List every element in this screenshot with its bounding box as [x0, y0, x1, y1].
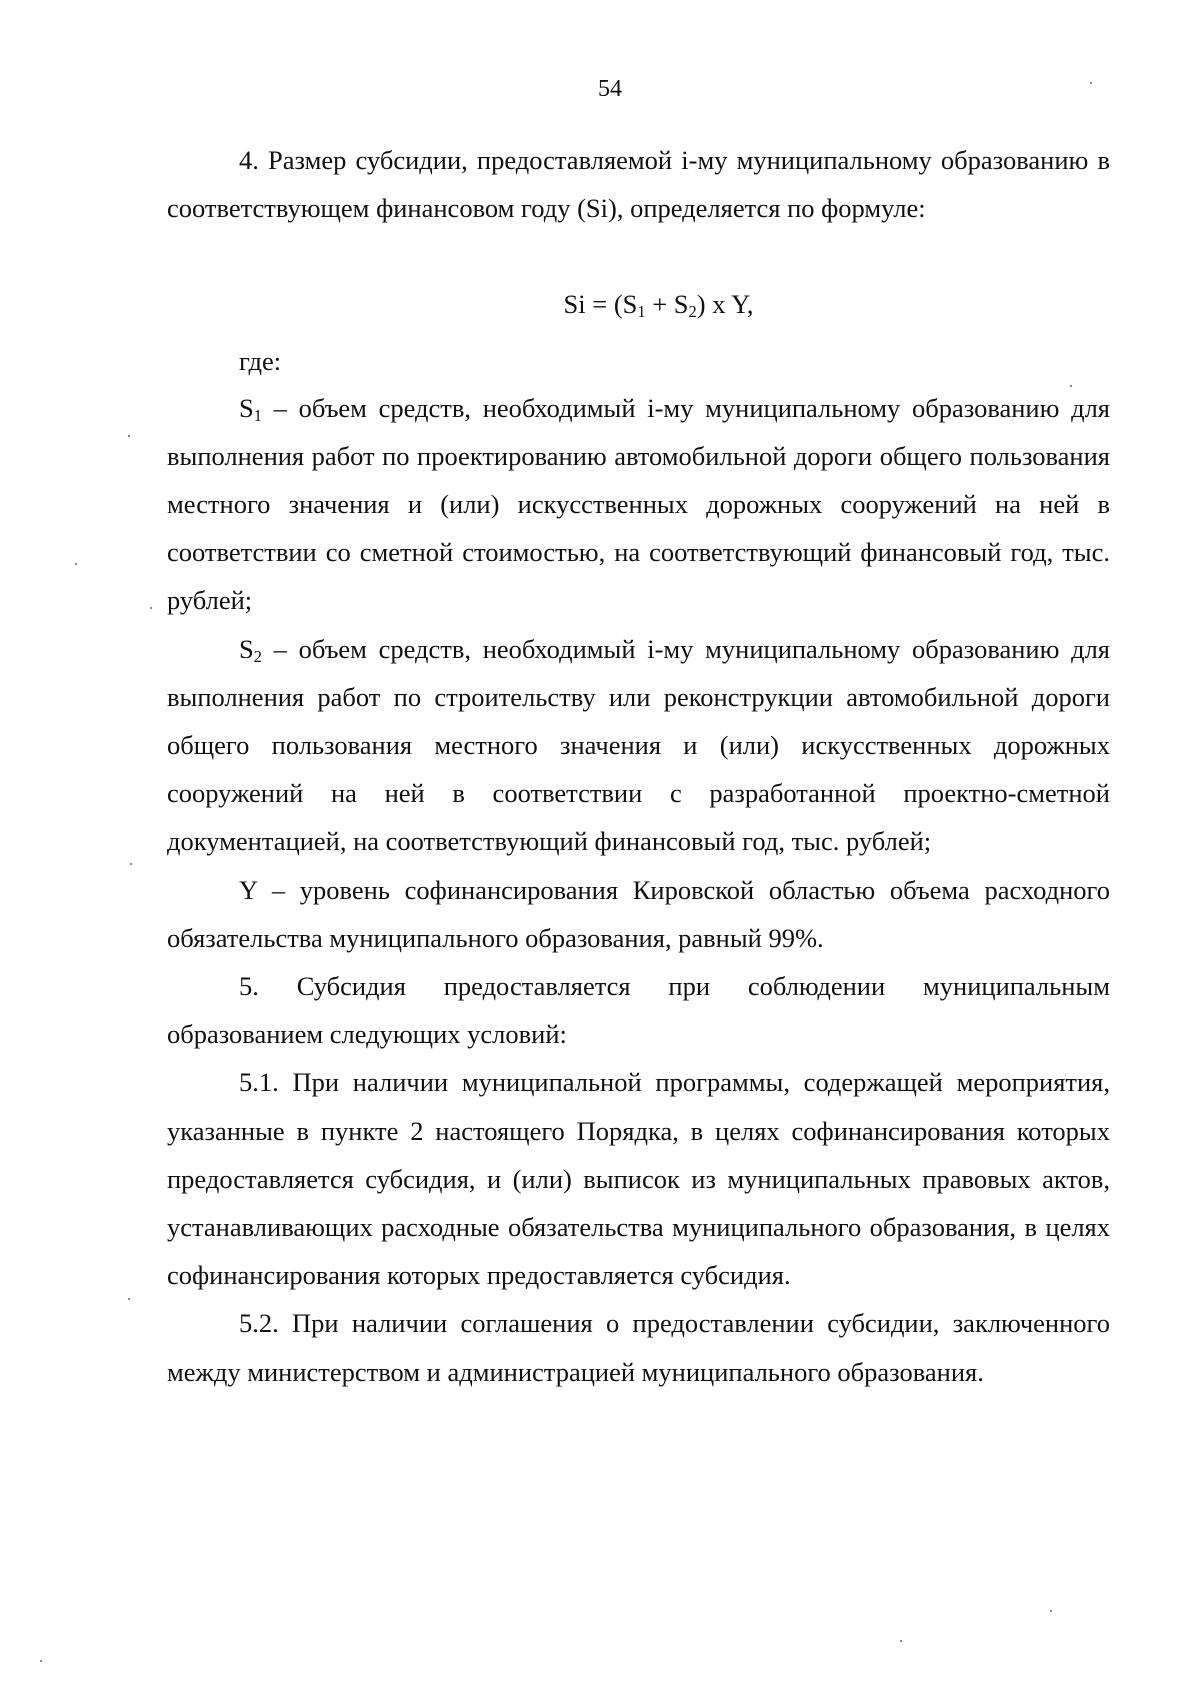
- definition-s1: [167, 384, 1110, 625]
- s2-subscript: 2: [253, 646, 262, 666]
- scan-speck: [1050, 1610, 1052, 1612]
- s1-text: – объем средств, необходимый i-му муниципальному образованию для выполнения работ по проектированию автомобильной дороги общего пользования местного значения и (или) искусственных дорожных сооружений на ней в соответствии со сметной стоимостью, на соответствующий финансовый год, тыс. рублей;: [167, 392, 1110, 616]
- scan-speck: [150, 607, 152, 609]
- paragraph-section-5-2: 5.2. При наличии соглашения о предоставлении субсидии, заключенного между министерством и администрацией муниципального образования.: [167, 1308, 1110, 1387]
- s1-subscript: 1: [253, 405, 262, 425]
- scan-speck: [40, 1660, 42, 1662]
- paragraph-section-5-1: 5.1. При наличии муниципальной программы, содержащей мероприятия, указанные в пункте 2 настоящего Порядка, в целях софинансирования которых предоставляется субсидия, и (или) выписок из муниципальных правовых актов, устанавливающих расходные обязательства муниципального образования, в целях софинансирования которых предоставляется субсидия.: [167, 1067, 1110, 1291]
- formula-lhs: Si = (S: [563, 289, 638, 320]
- where-label: где:: [239, 346, 282, 377]
- paragraph-section-4: 4. Размер субсидии, предоставляемой i-му муниципальному образованию в соответствующем финансовом году (Si), определяется по формуле:: [167, 145, 1110, 224]
- document-body: [167, 136, 1110, 1396]
- s2-symbol: S: [239, 633, 254, 664]
- scan-speck: [1090, 82, 1092, 84]
- formula-subscript-1: 1: [637, 302, 646, 322]
- s2-text: – объем средств, необходимый i-му муниципальному образованию для выполнения работ по строительству или реконструкции автомобильной дороги общего пользования местного значения и (или) искусственных дорожных сооружений на ней в соответствии с разработанной проектно-сметной документацией, на соответствующий финансовый год, тыс. рублей;: [167, 633, 1110, 857]
- scan-speck: [75, 563, 77, 565]
- scan-speck: [1070, 385, 1072, 387]
- scan-speck: [130, 863, 132, 865]
- formula-subscript-2: 2: [688, 302, 697, 322]
- s1-symbol: S: [239, 392, 254, 423]
- formula-rhs: ) x Y,: [696, 289, 754, 320]
- scan-speck: [128, 435, 130, 437]
- scan-speck: [900, 1640, 902, 1642]
- paragraph-section-5: 5. Субсидия предоставляется при соблюдении муниципальным образованием следующих условий:: [167, 971, 1110, 1050]
- definition-y: Y – уровень софинансирования Кировской областью объема расходного обязательства муниципального образования, равный 99%.: [167, 874, 1110, 953]
- page-number: 54: [598, 76, 622, 102]
- definition-s2: [167, 625, 1110, 866]
- scan-speck: [128, 1298, 130, 1300]
- formula-mid: + S: [645, 289, 689, 320]
